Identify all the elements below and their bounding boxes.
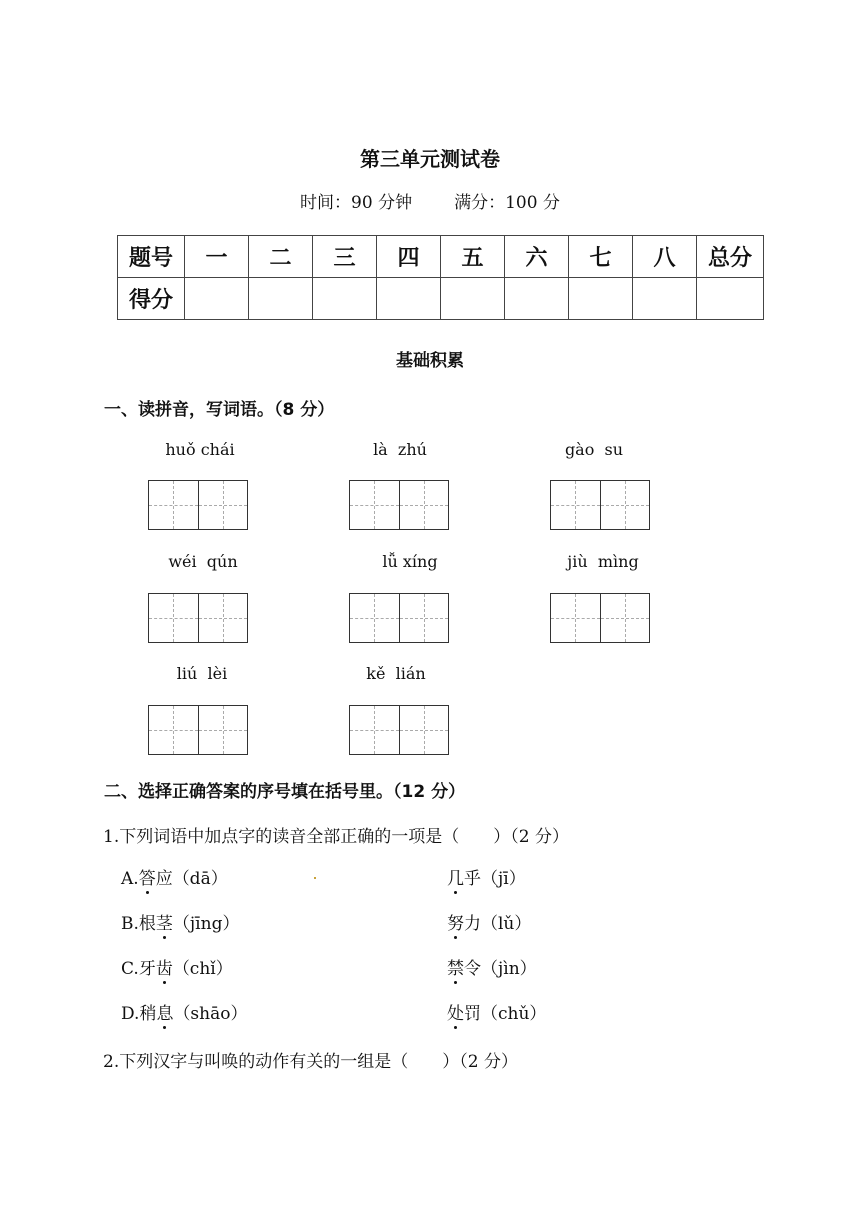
option-a-word-2: [447, 864, 526, 889]
option-label: A.: [121, 869, 139, 889]
page-title: 第三单元测试卷: [360, 147, 500, 171]
pinyin: （jī）: [481, 869, 526, 889]
col-header: 六: [505, 236, 569, 278]
word-part: 罚: [464, 1004, 481, 1024]
stray-mark: [314, 877, 316, 879]
pinyin: （chǔ）: [481, 1004, 547, 1024]
col-header: 五: [441, 236, 505, 278]
option-a-word-1[interactable]: [121, 864, 228, 889]
option-c-word-2: [447, 954, 537, 979]
pinyin: （dā）: [172, 869, 228, 889]
option-d-word-1[interactable]: [121, 999, 247, 1024]
col-header: 二: [249, 236, 313, 278]
score-table: [117, 235, 764, 320]
pinyin: （jìn）: [481, 959, 537, 979]
dotted-char: 努: [447, 909, 464, 934]
col-header: 一: [185, 236, 249, 278]
score-cell[interactable]: [569, 278, 633, 320]
option-label: B.: [121, 914, 139, 934]
pinyin-label: kě lián: [366, 664, 426, 683]
word-part: 牙: [138, 959, 156, 979]
pinyin-label: lǚ xíng: [382, 552, 438, 571]
writing-box[interactable]: [550, 480, 650, 530]
dotted-char: 茎: [156, 909, 173, 934]
word-part: 力: [464, 914, 481, 934]
question-1-heading: 一、读拼音，写词语。（8 分）: [104, 400, 335, 420]
score-cell[interactable]: [697, 278, 764, 320]
col-header: 八: [633, 236, 697, 278]
pinyin: （shāo）: [173, 1004, 248, 1024]
option-b-word-1[interactable]: [121, 909, 239, 934]
dotted-char: 答: [139, 864, 156, 889]
score-table-header-row: [118, 236, 764, 278]
dotted-char: 齿: [156, 954, 173, 979]
full-score: 满分：100 分: [454, 193, 560, 213]
writing-box[interactable]: [349, 480, 449, 530]
writing-box[interactable]: [349, 593, 449, 643]
score-cell[interactable]: [377, 278, 441, 320]
question-2-heading: 二、选择正确答案的序号填在括号里。（12 分）: [104, 782, 466, 802]
word-part: 乎: [464, 869, 481, 889]
score-cell[interactable]: [185, 278, 249, 320]
pinyin: （chǐ）: [172, 959, 233, 979]
score-cell[interactable]: [633, 278, 697, 320]
score-cell[interactable]: [441, 278, 505, 320]
pinyin-label: wéi qún: [168, 552, 238, 571]
dotted-char: 处: [447, 999, 464, 1024]
exam-meta: [0, 188, 860, 213]
pinyin: （lǔ）: [481, 914, 532, 934]
word-part: 令: [464, 959, 481, 979]
option-d-word-2: [447, 999, 546, 1024]
score-table-score-row: [118, 278, 764, 320]
pinyin-label: gào su: [564, 440, 624, 459]
pinyin-label: huǒ chái: [165, 440, 235, 459]
option-b-word-2: [447, 909, 531, 934]
col-header: 七: [569, 236, 633, 278]
col-header: 四: [377, 236, 441, 278]
writing-box[interactable]: [148, 593, 248, 643]
pinyin-label: liú lèi: [176, 664, 228, 683]
pinyin: （jīng）: [172, 914, 240, 934]
option-label: D.: [121, 1004, 140, 1024]
question-2-1: 1.下列词语中加点字的读音全部正确的一项是（ ）（2 分）: [103, 827, 569, 847]
option-label: C.: [121, 959, 139, 979]
score-cell[interactable]: [313, 278, 377, 320]
dotted-char: 几: [447, 864, 464, 889]
pinyin-label: là zhú: [373, 440, 427, 459]
score-cell[interactable]: [505, 278, 569, 320]
word-part: 根: [138, 914, 156, 934]
option-c-word-1[interactable]: [121, 954, 233, 979]
header-label: 题号: [118, 236, 185, 278]
word-part: 稍: [139, 1004, 157, 1024]
col-header: 总分: [697, 236, 764, 278]
pinyin-label: jiù mìng: [567, 552, 639, 571]
writing-box[interactable]: [148, 705, 248, 755]
time-limit: 时间：90 分钟: [300, 193, 413, 213]
col-header: 三: [313, 236, 377, 278]
score-cell[interactable]: [249, 278, 313, 320]
writing-box[interactable]: [550, 593, 650, 643]
writing-box[interactable]: [349, 705, 449, 755]
writing-box[interactable]: [148, 480, 248, 530]
dotted-char: 禁: [447, 954, 464, 979]
row-label: 得分: [118, 278, 185, 320]
section-title: 基础积累: [396, 351, 464, 371]
dotted-char: 息: [156, 999, 173, 1024]
word-part: 应: [155, 869, 173, 889]
question-2-2: 2.下列汉字与叫唤的动作有关的一组是（ ）（2 分）: [103, 1052, 518, 1072]
